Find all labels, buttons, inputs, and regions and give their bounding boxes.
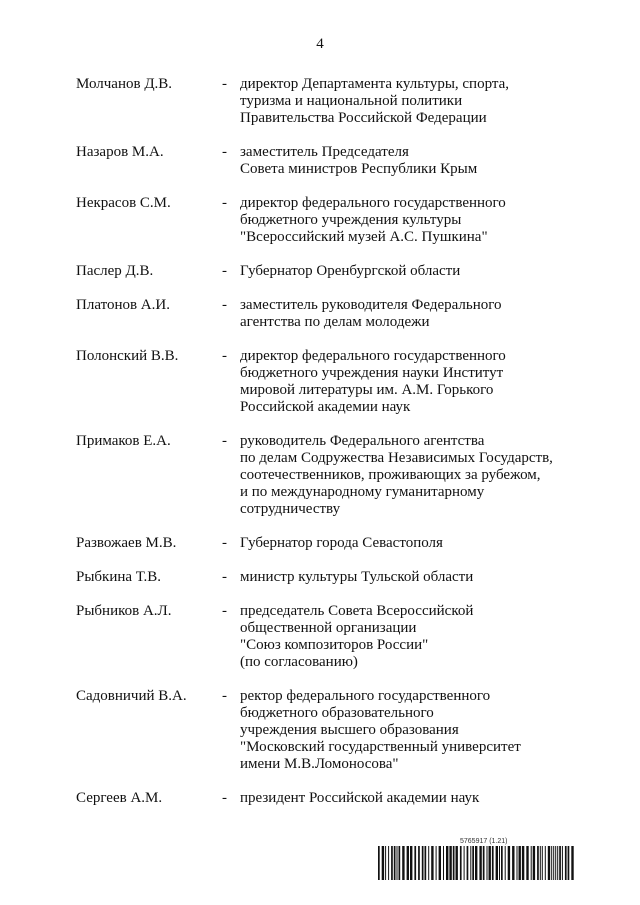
barcode-bar <box>402 846 404 880</box>
role-line: имени М.В.Ломоносова" <box>240 756 399 772</box>
member-name: Молчанов Д.В. <box>76 76 173 92</box>
member-entry <box>76 433 596 518</box>
barcode-bar <box>553 846 554 880</box>
barcode-bar <box>391 846 393 880</box>
barcode-bar <box>464 846 465 880</box>
role-line: министр культуры Тульской области <box>240 569 474 585</box>
role-line: соотечественников, проживающих за рубежом, <box>240 467 541 483</box>
member-entry <box>76 348 596 416</box>
role-line: Губернатор Оренбургской области <box>240 263 461 279</box>
member-role <box>240 76 596 127</box>
barcode-bar <box>399 846 401 880</box>
role-line: агентства по делам молодежи <box>240 314 430 330</box>
member-name: Назаров М.А. <box>76 144 164 160</box>
member-role <box>240 144 596 178</box>
member-name: Паслер Д.В. <box>76 263 154 279</box>
barcode-bar <box>519 846 521 880</box>
barcode-bar <box>557 846 558 880</box>
role-line: "Московский государственный университет <box>240 739 521 755</box>
separator-dash: - <box>222 263 227 279</box>
barcode-bar <box>422 846 424 880</box>
barcode-bar <box>483 846 485 880</box>
role-line: (по согласованию) <box>240 654 358 670</box>
barcode-bar <box>489 846 491 880</box>
role-line: Совета министров Республики Крым <box>240 161 478 177</box>
role-line: бюджетного образовательного <box>240 705 434 721</box>
barcode-bar <box>492 846 494 880</box>
role-line: Правительства Российской Федерации <box>240 110 487 126</box>
member-role <box>240 195 596 246</box>
barcode-bar <box>537 846 539 880</box>
separator-dash: - <box>222 603 227 619</box>
barcode-bar <box>407 846 409 880</box>
barcode-bar <box>499 846 500 880</box>
barcode-bar <box>439 846 441 880</box>
barcode-bar <box>382 846 384 880</box>
member-entry <box>76 603 596 671</box>
member-entry <box>76 688 596 773</box>
barcode-bar <box>428 846 429 880</box>
role-line: бюджетного учреждения науки Институт <box>240 365 504 381</box>
separator-dash: - <box>222 144 227 160</box>
role-line: руководитель Федерального агентства <box>240 433 485 449</box>
member-name: Развожаев М.В. <box>76 535 177 551</box>
separator-dash: - <box>222 569 227 585</box>
role-line: президент Российской академии наук <box>240 790 480 806</box>
member-role <box>240 603 596 671</box>
barcode-bar <box>479 846 481 880</box>
role-line: и по международному гуманитарному <box>240 484 485 500</box>
separator-dash: - <box>222 76 227 92</box>
member-role <box>240 535 596 552</box>
barcode-bar <box>565 846 567 880</box>
member-entry <box>76 144 596 178</box>
barcode-bar <box>414 846 416 880</box>
member-entry <box>76 76 596 127</box>
barcode-bar <box>472 846 474 880</box>
role-line: председатель Совета Всероссийской <box>240 603 474 619</box>
role-line: директор федерального государственного <box>240 348 506 364</box>
role-line: сотрудничеству <box>240 501 341 517</box>
member-role <box>240 569 596 586</box>
member-role <box>240 263 596 280</box>
barcode-bar <box>385 846 386 880</box>
member-role <box>240 433 596 518</box>
role-line: "Союз композиторов России" <box>240 637 429 653</box>
member-list <box>76 76 596 824</box>
barcode-bar <box>555 846 556 880</box>
role-line: туризма и национальной политики <box>240 93 463 109</box>
barcode-bar <box>436 846 437 880</box>
barcode-bar <box>559 846 561 880</box>
member-role <box>240 297 596 331</box>
separator-dash: - <box>222 535 227 551</box>
barcode-bar <box>431 846 433 880</box>
role-line: заместитель руководителя Федерального <box>240 297 502 313</box>
barcode-bar <box>548 846 550 880</box>
barcode-bar <box>418 846 420 880</box>
separator-dash: - <box>222 688 227 704</box>
member-entry <box>76 297 596 331</box>
barcode-bar <box>453 846 455 880</box>
barcode-bar <box>470 846 471 880</box>
role-line: бюджетного учреждения культуры <box>240 212 462 228</box>
member-name: Некрасов С.М. <box>76 195 171 211</box>
separator-dash: - <box>222 195 227 211</box>
barcode-caption: 5765917 (1.21) <box>460 838 508 845</box>
role-line: "Всероссийский музей А.С. Пушкина" <box>240 229 488 245</box>
barcode-bar <box>551 846 552 880</box>
barcode-bar <box>378 846 380 880</box>
barcode-bar <box>512 846 514 880</box>
role-line: директор Департамента культуры, спорта, <box>240 76 510 92</box>
member-role <box>240 688 596 773</box>
barcode-bar <box>449 846 451 880</box>
barcode-bar <box>508 846 510 880</box>
role-line: учреждения высшего образования <box>240 722 459 738</box>
role-line: ректор федерального государственного <box>240 688 491 704</box>
barcode-bar <box>410 846 412 880</box>
barcode-bar <box>517 846 518 880</box>
barcode-bar <box>456 846 458 880</box>
barcode-bar <box>526 846 528 880</box>
barcode-bar <box>397 846 398 880</box>
barcode-bar <box>467 846 469 880</box>
barcode-bar <box>443 846 444 880</box>
member-name: Рыбников А.Л. <box>76 603 172 619</box>
member-entry <box>76 263 596 280</box>
barcode-bar <box>446 846 448 880</box>
barcode-bar <box>394 846 396 880</box>
member-entry <box>76 535 596 552</box>
barcode-bar <box>533 846 535 880</box>
separator-dash: - <box>222 790 227 806</box>
role-line: Российской академии наук <box>240 399 411 415</box>
barcode-bar <box>425 846 427 880</box>
barcode-bar <box>475 846 477 880</box>
barcode-bar <box>487 846 488 880</box>
page-number: 4 <box>316 36 324 52</box>
role-line: по делам Содружества Независимых Государств, <box>240 450 553 466</box>
barcode-bar <box>505 846 506 880</box>
member-name: Платонов А.И. <box>76 297 170 313</box>
member-role <box>240 348 596 416</box>
member-entry <box>76 569 596 586</box>
role-line: общественной организации <box>240 620 417 636</box>
member-entry <box>76 195 596 246</box>
barcode-bar <box>501 846 503 880</box>
role-line: заместитель Председателя <box>240 144 409 160</box>
barcode-bar <box>496 846 498 880</box>
member-name: Сергеев А.М. <box>76 790 163 806</box>
barcode-bar <box>388 846 389 880</box>
barcode-bar <box>571 846 573 880</box>
barcode <box>378 846 576 880</box>
role-line: Губернатор города Севастополя <box>240 535 443 551</box>
separator-dash: - <box>222 297 227 313</box>
barcode-bar <box>545 846 546 880</box>
member-name: Рыбкина Т.В. <box>76 569 161 585</box>
barcode-bar <box>562 846 563 880</box>
member-name: Примаков Е.А. <box>76 433 171 449</box>
role-line: директор федерального государственного <box>240 195 506 211</box>
barcode-bar <box>522 846 524 880</box>
barcode-bar <box>568 846 570 880</box>
barcode-bar <box>460 846 462 880</box>
member-name: Садовничий В.А. <box>76 688 187 704</box>
member-name: Полонский В.В. <box>76 348 179 364</box>
barcode-bar <box>542 846 543 880</box>
separator-dash: - <box>222 433 227 449</box>
barcode-bar <box>531 846 532 880</box>
member-entry <box>76 790 596 807</box>
member-role <box>240 790 596 807</box>
barcode-bar <box>540 846 541 880</box>
separator-dash: - <box>222 348 227 364</box>
role-line: мировой литературы им. А.М. Горького <box>240 382 494 398</box>
